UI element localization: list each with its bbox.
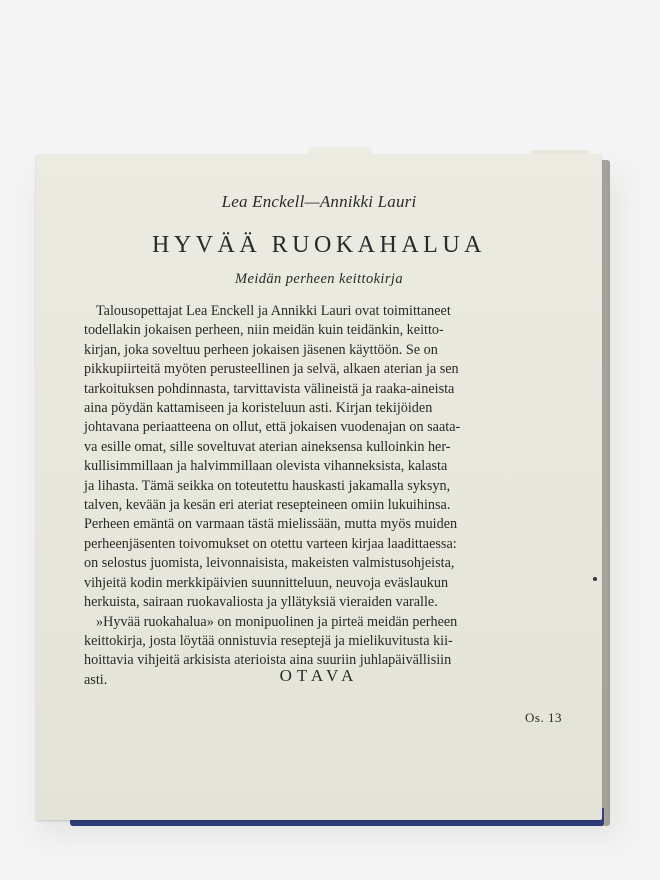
jacket-content <box>36 154 602 820</box>
catalog-code: Os. 13 <box>525 710 562 725</box>
publisher-name: OTAVA <box>279 666 359 685</box>
blurb-paragraph-2: »Hyvää ruokahalua» on monipuolinen ja pirteä meidän perheen keittokirja, josta löytää onnistuvia reseptejä ja mielikuvitusta kii- hoittavia vihjeitä arkisista aterioista aina suuriin juhlapäivällisiin asti. <box>84 613 458 688</box>
blurb <box>84 302 578 690</box>
speck-mark <box>593 577 597 581</box>
book-subtitle: Meidän perheen keittokirja <box>235 271 403 287</box>
book-title: HYVÄÄ RUOKAHALUA <box>152 232 486 258</box>
book-authors: Lea Enckell—Annikki Lauri <box>221 192 417 211</box>
blurb-paragraph-1: Talousopettajat Lea Enckell ja Annikki Lauri ovat toimittaneet todellakin jokaisen perheen, niin meidän kuin teidänkin, keitto- kirjan, joka soveltuu perheen jokaisen jäsenen käyttöön. Se on pikkupiirteitä myöten perusteellinen ja selvä, alkaen aterian ja sen tarkoituksen pohdinnasta, tarvittavista välineistä ja raaka-aineista aina pöydän kattamiseen ja koristeluun asti. Kirjan tekijöiden johtavana periaatteena on ollut, että jokaisen vuodenajan on saata- va esille omat, sille soveltuvat aterian aineksensa kulloinkin her- kullisimmillaan ja halvimmillaan olevista vihanneksista, kalasta ja lihasta. Tämä seikka on toteutettu hauskasti jakamalla syksyn, talven, kevään ja kesän eri ateriat resepteineen omiin lukuihinsa. Perheen emäntä on varmaan tästä mielissään, mutta myös muiden perheenjäsenten toivomukset on otettu varteen kirjaa laadittaessa: on selostus juomista, leivonnaisista, makeisten valmistusohjeista, vihjeitä kodin merkkipäivien suunnitteluun, neuvoja eväslaukun herkuista, sairaan ruokavaliosta ja yllätyksiä vieraiden varalle. <box>84 303 461 611</box>
